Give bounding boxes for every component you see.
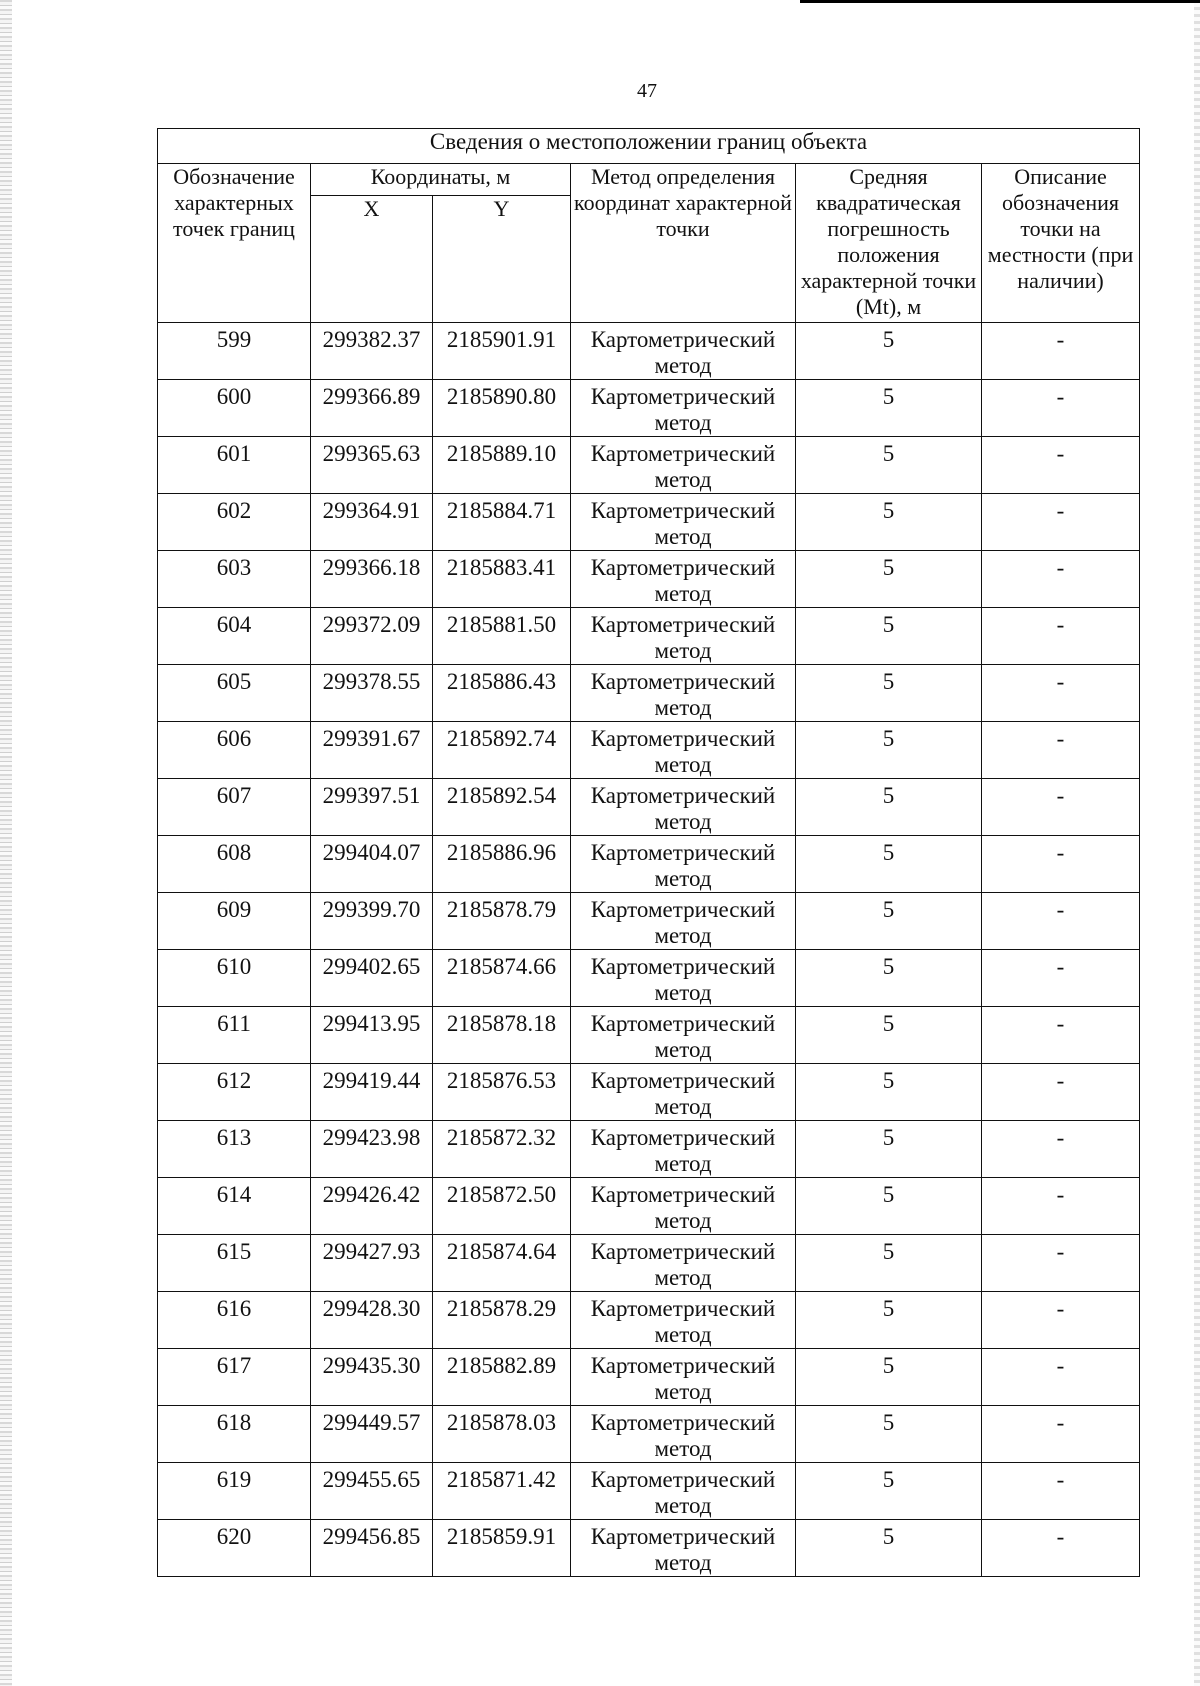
- x-coordinate-cell: 299423.98: [311, 1121, 433, 1178]
- x-coordinate-cell: 299391.67: [311, 722, 433, 779]
- error-cell: 5: [796, 1064, 982, 1121]
- error-cell: 5: [796, 1406, 982, 1463]
- error-cell: 5: [796, 1007, 982, 1064]
- description-cell: -: [982, 722, 1140, 779]
- y-coordinate-cell: 2185878.03: [433, 1406, 571, 1463]
- description-cell: -: [982, 1520, 1140, 1577]
- method-cell: Картометрический метод: [571, 1463, 796, 1520]
- header-description: Описание обозначения точки на местности (при наличии): [982, 164, 1140, 323]
- x-coordinate-cell: 299428.30: [311, 1292, 433, 1349]
- header-method: Метод определения координат характерной точки: [571, 164, 796, 323]
- error-cell: 5: [796, 893, 982, 950]
- y-coordinate-cell: 2185892.54: [433, 779, 571, 836]
- description-cell: -: [982, 380, 1140, 437]
- y-coordinate-cell: 2185886.96: [433, 836, 571, 893]
- point-cell: 608: [158, 836, 311, 893]
- description-cell: -: [982, 665, 1140, 722]
- table-row: [158, 1064, 1140, 1121]
- description-cell: -: [982, 836, 1140, 893]
- description-cell: -: [982, 893, 1140, 950]
- point-cell: 599: [158, 323, 311, 380]
- error-cell: 5: [796, 836, 982, 893]
- point-cell: 614: [158, 1178, 311, 1235]
- x-coordinate-cell: 299366.18: [311, 551, 433, 608]
- table-row: [158, 722, 1140, 779]
- point-cell: 607: [158, 779, 311, 836]
- header-x: X: [311, 196, 433, 323]
- header-y: Y: [433, 196, 571, 323]
- table-row: [158, 779, 1140, 836]
- table-row: [158, 1520, 1140, 1577]
- y-coordinate-cell: 2185890.80: [433, 380, 571, 437]
- table-row: [158, 1349, 1140, 1406]
- point-cell: 610: [158, 950, 311, 1007]
- method-cell: Картометрический метод: [571, 1064, 796, 1121]
- x-coordinate-cell: 299378.55: [311, 665, 433, 722]
- x-coordinate-cell: 299402.65: [311, 950, 433, 1007]
- method-cell: Картометрический метод: [571, 551, 796, 608]
- point-cell: 601: [158, 437, 311, 494]
- error-cell: 5: [796, 1235, 982, 1292]
- error-cell: 5: [796, 1178, 982, 1235]
- method-cell: Картометрический метод: [571, 437, 796, 494]
- table-row: [158, 1463, 1140, 1520]
- description-cell: -: [982, 608, 1140, 665]
- y-coordinate-cell: 2185901.91: [433, 323, 571, 380]
- scan-edge-right: [1194, 0, 1200, 1686]
- table-row: [158, 665, 1140, 722]
- x-coordinate-cell: 299419.44: [311, 1064, 433, 1121]
- x-coordinate-cell: 299366.89: [311, 380, 433, 437]
- x-coordinate-cell: 299364.91: [311, 494, 433, 551]
- table-row: [158, 608, 1140, 665]
- error-cell: 5: [796, 722, 982, 779]
- method-cell: Картометрический метод: [571, 950, 796, 1007]
- table-row: [158, 494, 1140, 551]
- table-row: [158, 1235, 1140, 1292]
- error-cell: 5: [796, 665, 982, 722]
- point-cell: 606: [158, 722, 311, 779]
- method-cell: Картометрический метод: [571, 722, 796, 779]
- header-coordinates: Координаты, м: [311, 164, 571, 196]
- description-cell: -: [982, 494, 1140, 551]
- method-cell: Картометрический метод: [571, 1520, 796, 1577]
- description-cell: -: [982, 779, 1140, 836]
- point-cell: 620: [158, 1520, 311, 1577]
- point-cell: 615: [158, 1235, 311, 1292]
- y-coordinate-cell: 2185884.71: [433, 494, 571, 551]
- point-cell: 613: [158, 1121, 311, 1178]
- method-cell: Картометрический метод: [571, 665, 796, 722]
- x-coordinate-cell: 299427.93: [311, 1235, 433, 1292]
- description-cell: -: [982, 1235, 1140, 1292]
- description-cell: -: [982, 950, 1140, 1007]
- y-coordinate-cell: 2185876.53: [433, 1064, 571, 1121]
- y-coordinate-cell: 2185859.91: [433, 1520, 571, 1577]
- table-row: [158, 1121, 1140, 1178]
- table-row: [158, 380, 1140, 437]
- description-cell: -: [982, 1463, 1140, 1520]
- y-coordinate-cell: 2185878.18: [433, 1007, 571, 1064]
- method-cell: Картометрический метод: [571, 836, 796, 893]
- point-cell: 609: [158, 893, 311, 950]
- description-cell: -: [982, 1007, 1140, 1064]
- point-cell: 618: [158, 1406, 311, 1463]
- x-coordinate-cell: 299397.51: [311, 779, 433, 836]
- x-coordinate-cell: 299456.85: [311, 1520, 433, 1577]
- table-row: [158, 950, 1140, 1007]
- method-cell: Картометрический метод: [571, 1349, 796, 1406]
- y-coordinate-cell: 2185874.66: [433, 950, 571, 1007]
- point-cell: 616: [158, 1292, 311, 1349]
- point-cell: 605: [158, 665, 311, 722]
- y-coordinate-cell: 2185882.89: [433, 1349, 571, 1406]
- point-cell: 600: [158, 380, 311, 437]
- x-coordinate-cell: 299404.07: [311, 836, 433, 893]
- error-cell: 5: [796, 437, 982, 494]
- y-coordinate-cell: 2185881.50: [433, 608, 571, 665]
- y-coordinate-cell: 2185883.41: [433, 551, 571, 608]
- x-coordinate-cell: 299382.37: [311, 323, 433, 380]
- description-cell: -: [982, 1292, 1140, 1349]
- error-cell: 5: [796, 950, 982, 1007]
- header-point: Обозначение характерных точек границ: [158, 164, 311, 323]
- x-coordinate-cell: 299399.70: [311, 893, 433, 950]
- description-cell: -: [982, 1178, 1140, 1235]
- table-row: [158, 836, 1140, 893]
- method-cell: Картометрический метод: [571, 608, 796, 665]
- table-row: [158, 551, 1140, 608]
- table-row: [158, 1178, 1140, 1235]
- description-cell: -: [982, 1406, 1140, 1463]
- method-cell: Картометрический метод: [571, 323, 796, 380]
- point-cell: 603: [158, 551, 311, 608]
- method-cell: Картометрический метод: [571, 1121, 796, 1178]
- description-cell: -: [982, 1064, 1140, 1121]
- error-cell: 5: [796, 551, 982, 608]
- description-cell: -: [982, 1349, 1140, 1406]
- y-coordinate-cell: 2185878.79: [433, 893, 571, 950]
- error-cell: 5: [796, 779, 982, 836]
- y-coordinate-cell: 2185878.29: [433, 1292, 571, 1349]
- table-row: [158, 893, 1140, 950]
- point-cell: 617: [158, 1349, 311, 1406]
- y-coordinate-cell: 2185889.10: [433, 437, 571, 494]
- description-cell: -: [982, 437, 1140, 494]
- x-coordinate-cell: 299455.65: [311, 1463, 433, 1520]
- y-coordinate-cell: 2185892.74: [433, 722, 571, 779]
- error-cell: 5: [796, 1520, 982, 1577]
- header-error: Средняя квадратическая погрешность положения характерной точки (Mt), м: [796, 164, 982, 323]
- x-coordinate-cell: 299413.95: [311, 1007, 433, 1064]
- x-coordinate-cell: 299372.09: [311, 608, 433, 665]
- point-cell: 602: [158, 494, 311, 551]
- point-cell: 612: [158, 1064, 311, 1121]
- boundary-points-table: [157, 128, 1140, 1577]
- table-row: [158, 323, 1140, 380]
- error-cell: 5: [796, 494, 982, 551]
- description-cell: -: [982, 551, 1140, 608]
- method-cell: Картометрический метод: [571, 494, 796, 551]
- method-cell: Картометрический метод: [571, 1235, 796, 1292]
- page-number: 47: [637, 80, 657, 102]
- method-cell: Картометрический метод: [571, 380, 796, 437]
- x-coordinate-cell: 299449.57: [311, 1406, 433, 1463]
- scan-edge-left: [0, 0, 12, 1686]
- method-cell: Картометрический метод: [571, 1292, 796, 1349]
- x-coordinate-cell: 299435.30: [311, 1349, 433, 1406]
- error-cell: 5: [796, 380, 982, 437]
- point-cell: 619: [158, 1463, 311, 1520]
- y-coordinate-cell: 2185874.64: [433, 1235, 571, 1292]
- description-cell: -: [982, 1121, 1140, 1178]
- error-cell: 5: [796, 1349, 982, 1406]
- y-coordinate-cell: 2185886.43: [433, 665, 571, 722]
- description-cell: -: [982, 323, 1140, 380]
- top-rule: [800, 0, 1200, 3]
- error-cell: 5: [796, 608, 982, 665]
- method-cell: Картометрический метод: [571, 779, 796, 836]
- y-coordinate-cell: 2185872.32: [433, 1121, 571, 1178]
- table-row: [158, 1292, 1140, 1349]
- y-coordinate-cell: 2185872.50: [433, 1178, 571, 1235]
- error-cell: 5: [796, 1292, 982, 1349]
- table-body: [158, 323, 1140, 1577]
- error-cell: 5: [796, 1121, 982, 1178]
- table-row: [158, 1007, 1140, 1064]
- x-coordinate-cell: 299365.63: [311, 437, 433, 494]
- method-cell: Картометрический метод: [571, 893, 796, 950]
- method-cell: Картометрический метод: [571, 1406, 796, 1463]
- table-row: [158, 437, 1140, 494]
- table-row: [158, 1406, 1140, 1463]
- method-cell: Картометрический метод: [571, 1178, 796, 1235]
- point-cell: 611: [158, 1007, 311, 1064]
- table-caption: Сведения о местоположении границ объекта: [158, 129, 1140, 164]
- method-cell: Картометрический метод: [571, 1007, 796, 1064]
- y-coordinate-cell: 2185871.42: [433, 1463, 571, 1520]
- point-cell: 604: [158, 608, 311, 665]
- error-cell: 5: [796, 323, 982, 380]
- error-cell: 5: [796, 1463, 982, 1520]
- x-coordinate-cell: 299426.42: [311, 1178, 433, 1235]
